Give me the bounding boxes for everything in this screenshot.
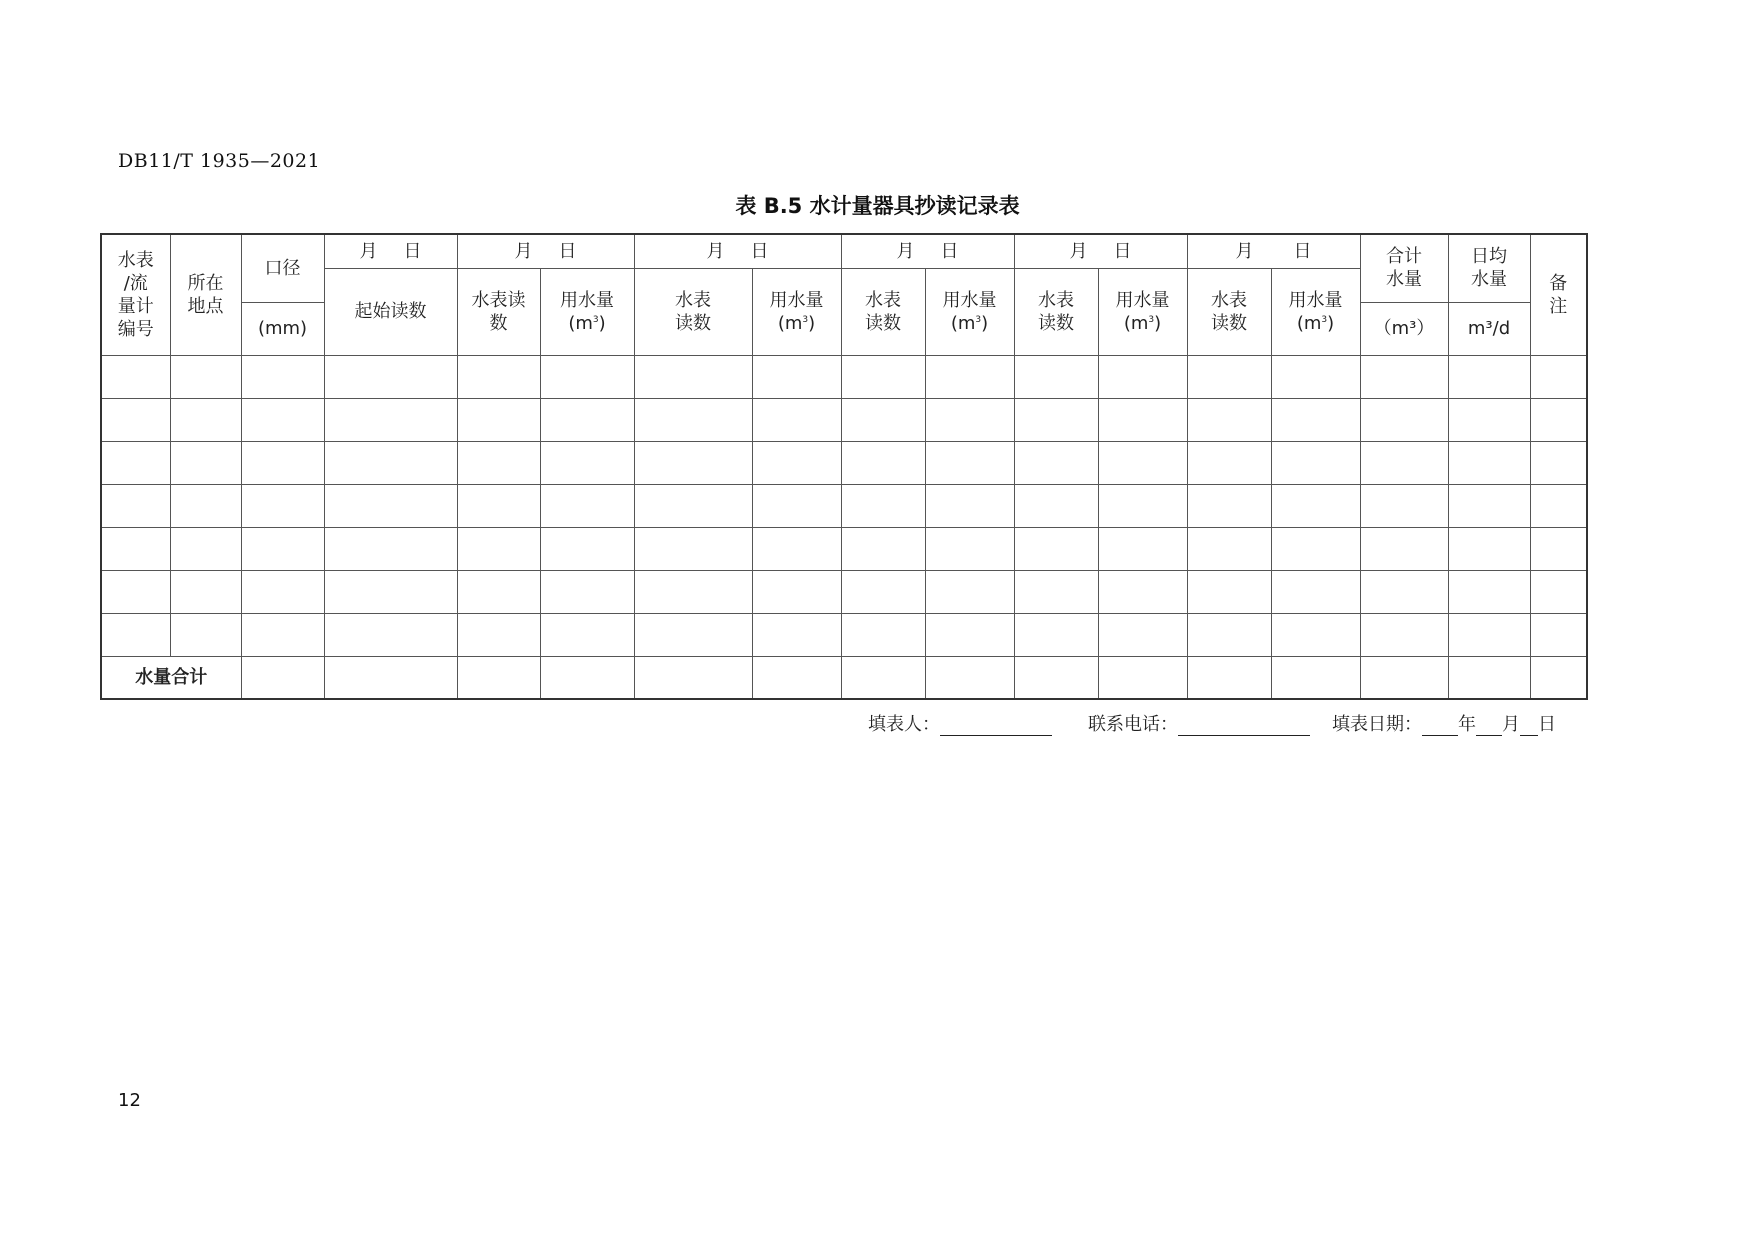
table-cell[interactable]: [634, 398, 752, 441]
month-label: 月: [1502, 714, 1520, 735]
table-cell[interactable]: [841, 355, 925, 398]
table-cell[interactable]: [241, 570, 324, 613]
table-cell[interactable]: [1271, 484, 1360, 527]
header-date-initial: 月 日: [324, 234, 457, 268]
table-cell[interactable]: [841, 484, 925, 527]
table-cell[interactable]: [540, 441, 634, 484]
table-cell[interactable]: [1014, 398, 1098, 441]
table-cell[interactable]: [925, 613, 1014, 656]
table-cell[interactable]: [1271, 527, 1360, 570]
page-number: 12: [118, 1090, 141, 1111]
table-cell[interactable]: [634, 441, 752, 484]
header-initial-reading: 起始读数: [324, 268, 457, 355]
table-cell[interactable]: [1448, 484, 1530, 527]
header-usage-1: 用水量 $(m^3)$: [540, 268, 634, 355]
table-cell[interactable]: [752, 527, 841, 570]
table-cell[interactable]: [752, 441, 841, 484]
table-cell[interactable]: [324, 570, 457, 613]
header-meter-reading-3: 水表 读数: [841, 268, 925, 355]
table-cell[interactable]: [101, 484, 170, 527]
table-cell[interactable]: [1098, 656, 1187, 699]
day-label: 日: [1538, 714, 1556, 735]
table-cell[interactable]: [1360, 527, 1448, 570]
table-cell[interactable]: [1271, 656, 1360, 699]
table-cell[interactable]: [457, 527, 540, 570]
table-cell[interactable]: [540, 527, 634, 570]
table-cell[interactable]: [1098, 613, 1187, 656]
header-usage-5: 用水量 $(m^3)$: [1271, 268, 1360, 355]
standard-code: DB11/T 1935—2021: [118, 150, 321, 172]
table-cell[interactable]: [634, 570, 752, 613]
year-blank[interactable]: [1422, 717, 1458, 736]
header-remarks: 备 注: [1530, 234, 1587, 355]
total-row-label: 水量合计: [101, 656, 241, 699]
table-row: [101, 441, 1587, 484]
table-cell[interactable]: [1098, 527, 1187, 570]
table-row: [101, 527, 1587, 570]
table-cell[interactable]: [1530, 484, 1587, 527]
day-blank[interactable]: [1520, 717, 1538, 736]
table-title: 表 B.5 水计量器具抄读记录表: [735, 194, 1020, 218]
table-cell[interactable]: [1187, 570, 1271, 613]
header-usage-3: 用水量 $(m^3)$: [925, 268, 1014, 355]
table-cell[interactable]: [634, 656, 752, 699]
table-cell[interactable]: [540, 656, 634, 699]
table-cell[interactable]: [1014, 570, 1098, 613]
table-cell[interactable]: [634, 484, 752, 527]
table-cell[interactable]: [457, 484, 540, 527]
month-blank[interactable]: [1476, 717, 1502, 736]
header-date-3: 月 日: [841, 234, 1014, 268]
table-cell[interactable]: [1448, 527, 1530, 570]
table-cell[interactable]: [752, 355, 841, 398]
table-cell[interactable]: [170, 355, 241, 398]
table-cell[interactable]: [1098, 355, 1187, 398]
table-cell[interactable]: [170, 527, 241, 570]
table-cell[interactable]: [841, 656, 925, 699]
table-cell[interactable]: [1271, 355, 1360, 398]
table-cell[interactable]: [324, 355, 457, 398]
table-cell[interactable]: [324, 398, 457, 441]
table-cell[interactable]: [170, 570, 241, 613]
header-meter-reading-1: 水表读 数: [457, 268, 540, 355]
table-cell[interactable]: [324, 484, 457, 527]
table-cell[interactable]: [101, 570, 170, 613]
table-cell[interactable]: [1360, 355, 1448, 398]
table-cell[interactable]: [540, 398, 634, 441]
header-date-2: 月 日: [634, 234, 841, 268]
table-cell[interactable]: [925, 441, 1014, 484]
table-cell[interactable]: [925, 398, 1014, 441]
table-cell[interactable]: [324, 527, 457, 570]
table-cell[interactable]: [170, 441, 241, 484]
table-row: [101, 355, 1587, 398]
table-cell[interactable]: [241, 441, 324, 484]
table-cell[interactable]: [324, 613, 457, 656]
table-cell[interactable]: [540, 355, 634, 398]
table-cell[interactable]: [925, 570, 1014, 613]
table-cell[interactable]: [540, 484, 634, 527]
table-cell[interactable]: [457, 613, 540, 656]
table-cell[interactable]: [1530, 527, 1587, 570]
table-cell[interactable]: [101, 527, 170, 570]
table-cell[interactable]: [841, 613, 925, 656]
table-cell[interactable]: [1014, 484, 1098, 527]
table-cell[interactable]: [752, 613, 841, 656]
table-cell[interactable]: [1014, 527, 1098, 570]
table-cell[interactable]: [170, 613, 241, 656]
header-daily-unit: m³/d: [1448, 302, 1530, 355]
table-cell[interactable]: [1360, 398, 1448, 441]
table-cell[interactable]: [101, 441, 170, 484]
table-cell[interactable]: [925, 527, 1014, 570]
phone-blank[interactable]: [1178, 717, 1310, 736]
record-table: [100, 233, 1588, 700]
table-cell[interactable]: [1448, 656, 1530, 699]
table-cell[interactable]: [1098, 441, 1187, 484]
table-cell[interactable]: [1360, 570, 1448, 613]
table-cell[interactable]: [1271, 613, 1360, 656]
record-table-container: [100, 233, 1588, 700]
table-cell[interactable]: [925, 656, 1014, 699]
table-cell[interactable]: [1448, 570, 1530, 613]
header-total-unit: （m³）: [1360, 302, 1448, 355]
header-meter-reading-2: 水表 读数: [634, 268, 752, 355]
table-cell[interactable]: [457, 355, 540, 398]
data-rows: [101, 355, 1587, 656]
table-cell[interactable]: [1187, 398, 1271, 441]
table-cell[interactable]: [1530, 570, 1587, 613]
table-cell[interactable]: [241, 613, 324, 656]
filler-field: [868, 710, 1052, 736]
header-diameter: 口径: [241, 234, 324, 302]
signature-line: [0, 710, 1755, 740]
table-cell[interactable]: [101, 398, 170, 441]
filler-blank[interactable]: [940, 717, 1052, 736]
table-cell[interactable]: [1187, 656, 1271, 699]
table-cell[interactable]: [540, 613, 634, 656]
table-cell[interactable]: [841, 570, 925, 613]
header-meter-reading-5: 水表 读数: [1187, 268, 1271, 355]
header-date-5: 月 日: [1187, 234, 1360, 268]
table-cell[interactable]: [457, 570, 540, 613]
header-daily-avg: 日均 水量: [1448, 234, 1530, 302]
date-field: [1332, 710, 1556, 736]
table-cell[interactable]: [1014, 441, 1098, 484]
table-cell[interactable]: [752, 398, 841, 441]
table-cell[interactable]: [752, 570, 841, 613]
table-cell[interactable]: [457, 656, 540, 699]
filler-label: 填表人：: [868, 714, 940, 735]
table-cell[interactable]: [1098, 570, 1187, 613]
table-cell[interactable]: [101, 355, 170, 398]
table-cell[interactable]: [540, 570, 634, 613]
table-cell[interactable]: [1448, 355, 1530, 398]
table-cell[interactable]: [1014, 656, 1098, 699]
table-cell[interactable]: [1271, 570, 1360, 613]
table-cell[interactable]: [101, 613, 170, 656]
header-date-1: 月 日: [457, 234, 634, 268]
table-cell[interactable]: [241, 398, 324, 441]
phone-field: [1088, 710, 1310, 736]
table-cell[interactable]: [241, 656, 324, 699]
year-label: 年: [1458, 714, 1476, 735]
table-cell[interactable]: [1530, 398, 1587, 441]
table-cell[interactable]: [170, 484, 241, 527]
header-diameter-unit: (mm): [241, 302, 324, 355]
table-cell[interactable]: [752, 656, 841, 699]
phone-label: 联系电话：: [1088, 714, 1178, 735]
table-cell[interactable]: [1530, 613, 1587, 656]
table-cell[interactable]: [1360, 484, 1448, 527]
table-cell[interactable]: [457, 441, 540, 484]
table-cell[interactable]: [324, 656, 457, 699]
table-cell[interactable]: [241, 527, 324, 570]
total-row: [101, 656, 1587, 699]
table-cell[interactable]: [1360, 656, 1448, 699]
table-cell[interactable]: [752, 484, 841, 527]
table-cell[interactable]: [1098, 484, 1187, 527]
table-cell[interactable]: [1187, 484, 1271, 527]
table-cell[interactable]: [1098, 398, 1187, 441]
table-cell[interactable]: [841, 398, 925, 441]
table-cell[interactable]: [1530, 355, 1587, 398]
table-row: [101, 398, 1587, 441]
table-cell[interactable]: [324, 441, 457, 484]
date-label: 填表日期：: [1332, 714, 1422, 735]
header-date-4: 月 日: [1014, 234, 1187, 268]
table-cell[interactable]: [1014, 613, 1098, 656]
table-cell[interactable]: [1187, 527, 1271, 570]
table-cell[interactable]: [1360, 441, 1448, 484]
table-cell[interactable]: [1014, 355, 1098, 398]
table-row: [101, 484, 1587, 527]
header-meter-id: 水表 /流 量计 编号: [101, 234, 170, 355]
table-cell[interactable]: [925, 484, 1014, 527]
table-cell[interactable]: [841, 441, 925, 484]
table-cell[interactable]: [1187, 355, 1271, 398]
table-cell[interactable]: [1448, 613, 1530, 656]
table-cell[interactable]: [634, 613, 752, 656]
table-cell[interactable]: [1271, 398, 1360, 441]
table-cell[interactable]: [634, 527, 752, 570]
table-cell[interactable]: [1187, 613, 1271, 656]
table-cell[interactable]: [170, 398, 241, 441]
header-location: 所在 地点: [170, 234, 241, 355]
table-cell[interactable]: [241, 355, 324, 398]
table-cell[interactable]: [1271, 441, 1360, 484]
header-total-usage: 合计 水量: [1360, 234, 1448, 302]
table-row: [101, 613, 1587, 656]
table-cell[interactable]: [1187, 441, 1271, 484]
table-cell[interactable]: [1448, 441, 1530, 484]
table-cell[interactable]: [1360, 613, 1448, 656]
table-row: [101, 570, 1587, 613]
table-cell[interactable]: [634, 355, 752, 398]
table-cell[interactable]: [241, 484, 324, 527]
header-usage-4: 用水量 $(m^3)$: [1098, 268, 1187, 355]
table-cell[interactable]: [925, 355, 1014, 398]
table-cell[interactable]: [841, 527, 925, 570]
table-cell[interactable]: [1448, 398, 1530, 441]
table-cell[interactable]: [457, 398, 540, 441]
header-usage-2: 用水量 $(m^3)$: [752, 268, 841, 355]
table-cell[interactable]: [1530, 441, 1587, 484]
header-meter-reading-4: 水表 读数: [1014, 268, 1098, 355]
